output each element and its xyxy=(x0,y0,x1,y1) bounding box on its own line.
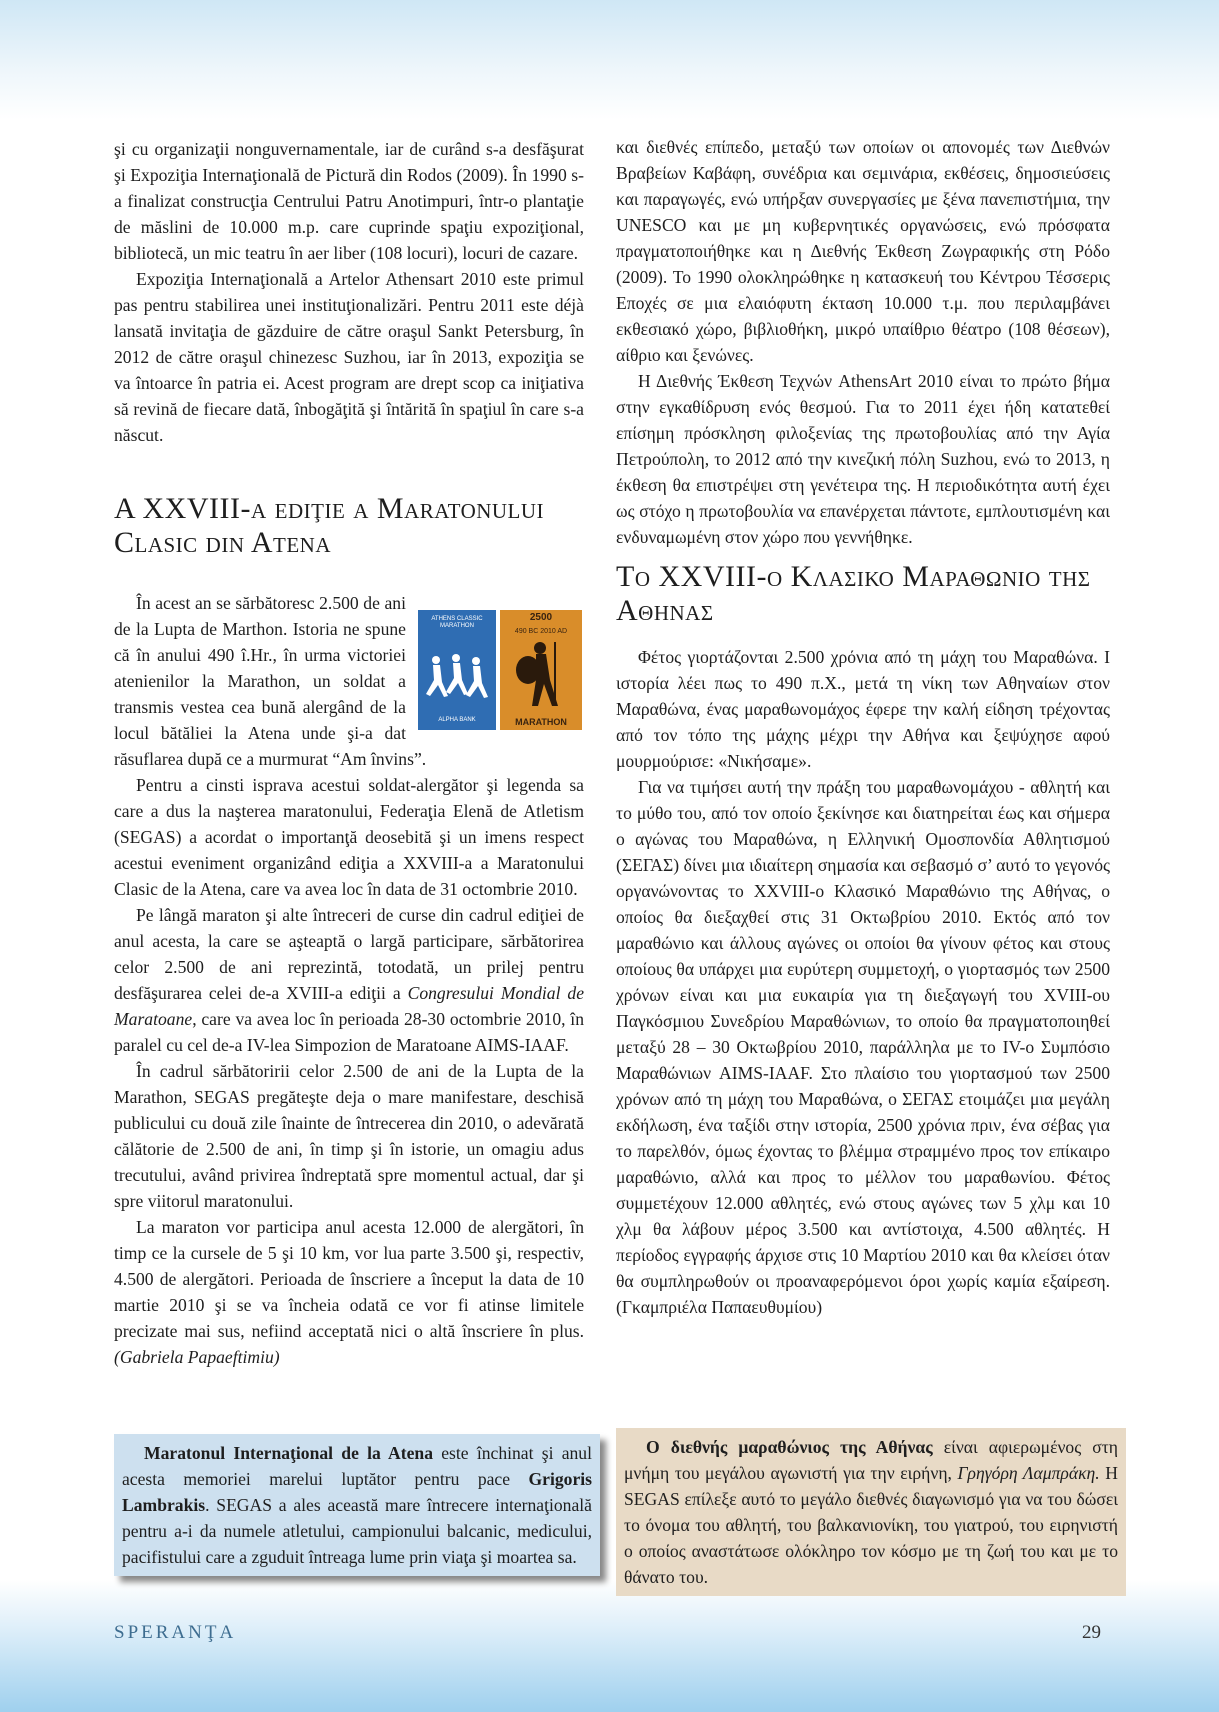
right-column xyxy=(616,134,1110,1320)
sidebar-box-el xyxy=(616,1428,1126,1596)
runners-icon xyxy=(418,652,496,712)
sidebar-box-ro xyxy=(114,1434,600,1576)
paragraph: În acest an se sărbătoresc 2.500 de ani de la Lupta de Marthon. Istoria ne spune că în anului 490 î.Hr., în urma victoriei atenienilor la Marathon, un soldat a transmis vestea cea bună alergând de la locul bătăliei la Atena unde şi-a dat răsuflarea după ce a murmurat “Am învins”. xyxy=(114,593,427,769)
athens-classic-marathon-poster: ATHENS CLASSIC MARATHON ALPHA BANK xyxy=(418,610,496,730)
article-heading-ro: A XXVIII-a ediţie a Maratonului Clasic din Atena xyxy=(114,492,545,559)
box-text: Ο διεθνής μαραθώνιος της Αθήνας είναι αφιερωμένος στη μνήμη του μεγάλου αγωνιστή για την ειρήνη, Γρηγόρη Λαμπράκη. Η SEGAS επίλεξε αυτό το μεγάλο διεθνές διαγωνισμό για να του δώσει το όνομα του αθλητή, του βαλκανιονίκη, του γιατρού, του ειρηνιστή ο οποίος αναστάτωσε ολόκληρο τον κόσμο με τη ζωή του και με το θάνατο του. xyxy=(624,1437,1119,1587)
article-heading-el: Το XXVIII-ο Κλασικο Μαραθωνιο της Αθηνας xyxy=(616,560,1091,627)
box-text: Maratonul Internaţional de la Atena este închinat şi anul acesta memoriei marelui luptător pentru pace Grigoris Lambrakis. SEGAS a ales această mare întrecere internaţională pentru a-i da numele atletului, campionului balcanic, medicului, pacifistului care a zguduit întreaga lume prin viaţa şi moartea sa. xyxy=(122,1443,592,1567)
paragraph: şi cu organizaţii nonguvernamentale, iar de curând s-a desfăşurat şi Expoziţia Internaţională de Pictură din Rodos (2009). În 1990 s-a finalizat construcţia Centrului Patru Anotimpuri, într-o plantaţie de măslini de 10.000 m.p. care cuprinde spaţiu expoziţional, bibliotecă, un mic teatru în aer liber (108 locuri), locuri de cazare. xyxy=(114,139,584,263)
magazine-title: SPERANŢA xyxy=(114,1622,237,1643)
paragraph: Για να τιμήσει αυτή την πράξη του μαραθωνομάχου - αθλητή και το μύθο του, από τον οποίο ξεκίνησε και διατηρείται έως και σήμερα ο αγώνας του Μαραθώνα, η Ελληνική Ομοσπονδία Αθλητισμού (ΣΕΓΑΣ) δίνει μια ιδιαίτερη σημασία και σεβασμό σ’ αυτό το γεγονός οργανώνοντας το XXVIII-ο Κλασικό Μαραθώνιο της Αθήνας, ο οποίος θα διεξαχθεί στις 31 Οκτωβρίου 2010. Εκτός από τον μαραθώνιο και άλλους αγώνες οι οποίοι θα γίνουν φέτος και στους οποίους θα υπάρχει μια ευρύτερη συμμετοχή, ο γιορτασμός των 2500 χρόνων είναι και μια ευκαιρία για τη διεξαγωγή του XVIII-ου Παγκόσμιου Συνεδρίου Μαραθώνιων, το οποίο θα πραγματοποιηθεί μεταξύ 28 – 30 Οκτωβρίου 2010, παράλληλα με το IV-ο Συμπόσιο Μαραθώνιων AIMS-IAAF. Στο πλαίσιο του γιορτασμού των 2500 χρόνων από τη μάχη του Μαραθώνα, ο ΣΕΓΑΣ ετοιμάζει μια μεγάλη εκδήλωση, ένα ταξίδι στην ιστορία, 2500 χρόνια πριν, ένα σέβας για το παρελθόν, όμως έχοντας το βλέμμα στραμμένο προς τον επίκαιρο μαραθώνιο, αλλά και προς το μέλλον του μαραθωνίου. Φέτος συμμετέχουν 12.000 αθλητές, ενώ στους αγώνες των 5 χλμ και 10 χλμ θα λάβουν μέρος 3.500 και αντίστοιχα, 4.500 αθλητές. Η περίοδος εγγραφής άρχισε στις 10 Μαρτίου 2010 και θα κλείσει όταν θα συμπληρωθούν οι προαναφερόμενοι όροι χωρίς καμία εξαίρεση. (Γκαμπριέλα Παπαευθυμίου) xyxy=(616,777,1110,1317)
paragraph: În cadrul sărbătoririi celor 2.500 de ani de la Lupta de la Marathon, SEGAS pregăteşte deja o mare manifestare, deschisă publicului cu două zile înainte de întrecerea din 2010, o adevărată călătorie de 2.500 de ani, în timp şi în istorie, un omagiu adus trecutului, având privirea îndreptată spre momentul actual, dar şi spre viitorul maratonului. xyxy=(114,1061,584,1211)
paragraph: Expoziţia Internaţională a Artelor Athensart 2010 este primul pas pentru stabilirea unei instituţionalizări. Pentru 2011 este déjà lansată invitaţia de găzduire de către oraşul Sankt Petersburg, în 2012 de către oraşul chinezesc Suzhou, iar în 2013, expoziţia se va întoarce în patria ei. Acest program are drept scop ca iniţiativa să revină de fiecare dată, înbogăţită şi întărită în spaţiul în care s-a născut. xyxy=(114,269,584,445)
paragraph: Pentru a cinsti isprava acestui soldat-alergător şi legenda sa care a dus la naşterea maratonului, Federaţia Elenă de Atletism (SEGAS) a acordat o importanţă deosebită şi un imens respect acestui eveniment organizând ediţia a XXVIII-a a Maratonului Clasic de la Atena, care va avea loc în data de 31 octombrie 2010. xyxy=(114,775,584,899)
page-number: 29 xyxy=(1082,1622,1101,1643)
paragraph: La maraton vor participa anul acesta 12.000 de alergători, în timp ce la cursele de 5 şi 10 km, vor lua parte 3.500 şi, respectiv, 4.500 de alergători. Perioada de înscriere a început la data de 10 martie 2010 şi se va încheia odată ce vor fi atinse limitele precizate mai sus, nefiind acceptată nici o altă înscriere în plus. (Gabriela Papaeftimiu) xyxy=(114,1217,584,1367)
marathon-posters-image xyxy=(418,610,584,734)
paragraph: και διεθνές επίπεδο, μεταξύ των οποίων οι απονομές των Διεθνών Βραβείων Καβάφη, συνέδρια και σεμινάρια, εκθέσεις, δημοσιεύσεις και παραγωγές, ενώ υπήρξαν συνεργασίες με ξένα πανεπιστήμια, την UNESCO και με μη κυβερνητικές οργανώσεις, ενώ πρόσφατα πραγματοποιήθηκε και η Διεθνής Έκθεση Ζωγραφικής στη Ρόδο (2009). Το 1990 ολοκληρώθηκε η κατασκευή του Κέντρου Τέσσερις Εποχές σε μια ελαιόφυτη έκταση 10.000 τ.μ. που περιλαμβάνει εκθεσιακό χώρο, βιβλιοθήκη, μικρό υπαίθριο θέατρο (108 θέσεων), αίθριο και ξενώνες. xyxy=(616,137,1110,365)
marathon-2500-poster: 2500 490 BC 2010 AD MARATHON xyxy=(500,610,582,730)
hoplite-icon xyxy=(514,640,568,710)
paragraph: Φέτος γιορτάζονται 2.500 χρόνια από τη μάχη του Μαραθώνα. Ι ιστορία λέει πως το 490 π.Χ., μετά τη νίκη των Αθηναίων στον Μαραθώνα, ένας μαραθωνομάχος έφερε την καλή είδηση τρέχοντας από τον τόπο της μάχης μέχρι την Αθήνα και ξεψύχησε αφού μουρμούρισε: «Νικήσαμε». xyxy=(616,647,1110,771)
paragraph: Pe lângă maraton şi alte întreceri de curse din cadrul ediţiei de anul acesta, la care se aşteaptă o largă participare, sărbătorirea celor 2.500 de ani reprezintă, totodată, un prilej pentru desfăşurarea celei de-a XVIII-a ediţii a Congresului Mondial de Maratoane, care va avea loc în perioada 28-30 octombrie 2010, în paralel cu cel de-a IV-lea Simpozion de Maratoane AIMS-IAAF. xyxy=(114,905,584,1055)
paragraph: Η Διεθνής Έκθεση Τεχνών AthensArt 2010 είναι το πρώτο βήμα στην εγκαθίδρυση ενός θεσμού. Για το 2011 έχει ήδη κατατεθεί επίσημη πρόσκληση φιλοξενίας της πρωτοβουλίας από την Αγία Πετρούπολη, το 2012 από την κινεζική πόλη Suzhou, ενώ το 2013, η έκθεση θα επιστρέψει στη γενέτειρα της. Η περιοδικότητα αυτή έχει ως στόχο η πρωτοβουλία να επανέρχεται πάντοτε, εμπλουτισμένη και ενδυναμωμένη στον χώρο που γεννήθηκε. xyxy=(616,371,1110,547)
left-column xyxy=(114,136,584,1370)
